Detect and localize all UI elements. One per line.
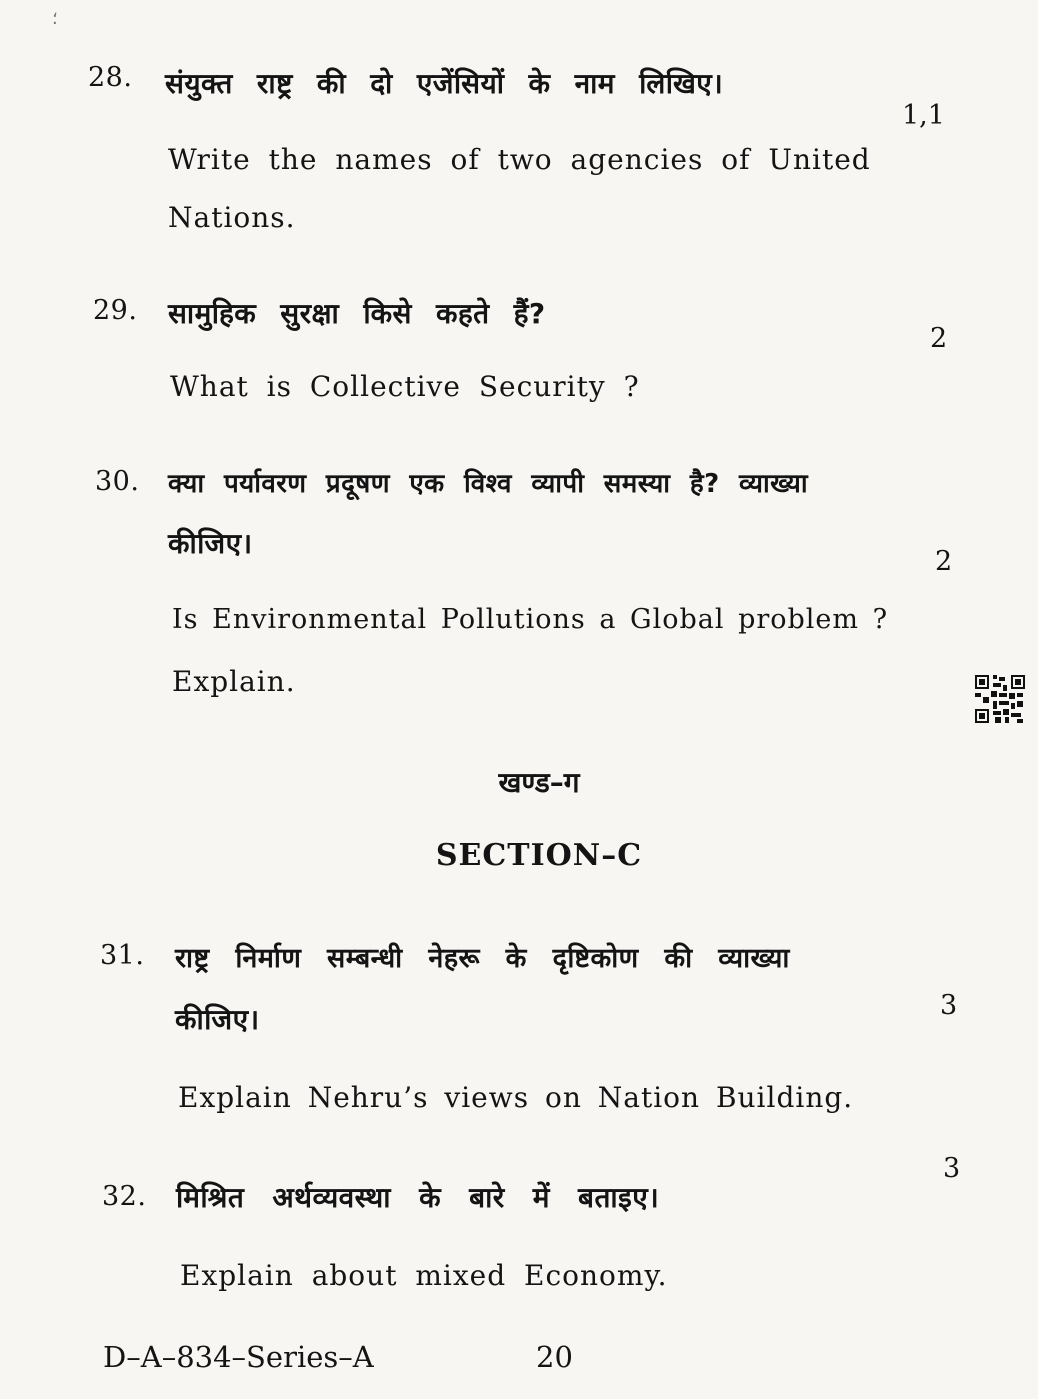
question-marks: 3 (940, 990, 958, 1021)
question-number: 31. (100, 940, 145, 971)
question-marks: 3 (943, 1153, 961, 1184)
question-number: 28. (88, 62, 133, 93)
question-text-english: Explain Nehru’s views on Nation Building. (178, 1081, 854, 1114)
question-text-hindi-continued: कीजिए। (175, 1003, 260, 1036)
question-marks: 2 (930, 323, 948, 354)
question-text-hindi: राष्ट्र निर्माण सम्बन्धी नेहरू के दृष्टिकोण की व्याख्या (175, 943, 790, 974)
question-text-hindi: क्या पर्यावरण प्रदूषण एक विश्व व्यापी समस्या है? व्याख्या (168, 469, 808, 499)
section-heading-english: SECTION–C (435, 838, 643, 873)
question-text-hindi: सामुहिक सुरक्षा किसे कहते हैं? (168, 297, 546, 330)
question-text-hindi: मिश्रित अर्थव्यवस्था के बारे में बताइए। (176, 1181, 660, 1214)
question-text-english: Explain about mixed Economy. (180, 1259, 668, 1292)
paper-code: D–A–834–Series–A (103, 1340, 374, 1374)
section-heading-hindi: खण्ड–ग (498, 766, 580, 799)
question-number: 30. (95, 466, 140, 497)
qr-code-icon (975, 675, 1025, 723)
question-text-english: Is Environmental Pollutions a Global problem ? (172, 604, 889, 635)
question-marks: 1,1 (902, 100, 945, 131)
question-number: 32. (102, 1181, 147, 1212)
question-text-hindi: संयुक्त राष्ट्र की दो एजेंसियों के नाम लिखिए। (165, 67, 724, 100)
question-text-english-continued: Nations. (168, 201, 296, 234)
question-marks: 2 (935, 546, 953, 577)
corner-mark: ؛ (52, 8, 58, 29)
question-number: 29. (93, 295, 138, 326)
question-text-english-continued: Explain. (172, 665, 296, 698)
question-text-english: Write the names of two agencies of United (168, 143, 871, 176)
question-text-hindi-continued: कीजिए। (168, 527, 253, 560)
page-number: 20 (536, 1340, 573, 1374)
question-text-english: What is Collective Security ? (170, 370, 640, 403)
